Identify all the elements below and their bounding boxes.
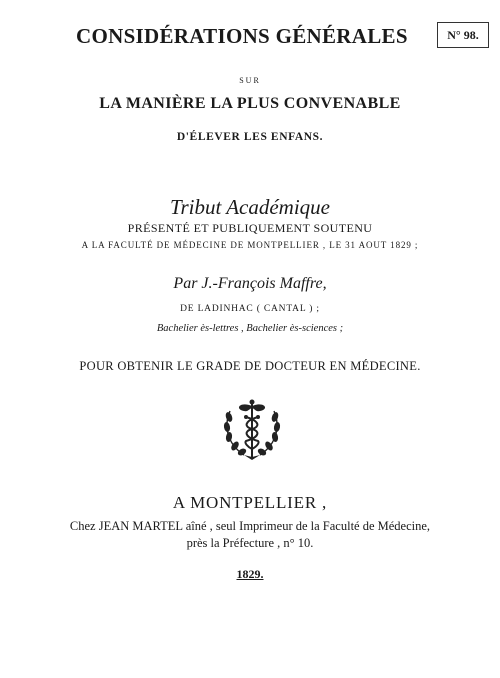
caduceus-wreath-icon [222,397,282,461]
faculty-date-line: A LA FACULTÉ DE MÉDECINE DE MONTPELLIER , LE 31 AOUT 1829 ; [81,240,419,250]
publication-year: 1829. [236,567,264,581]
tribut-heading: Tribut Académique [169,195,331,219]
purpose-line: POUR OBTENIR LE GRADE DE DOCTEUR EN MÉDECINE. [79,359,421,373]
origin-line: DE LADINHAC ( CANTAL ) ; [180,304,320,314]
city-line: A MONTPELLIER , [172,493,328,512]
author-line: Par J.-François Maffre, [173,275,327,292]
degrees-line: Bachelier ès-lettres , Bachelier ès-sciences ; [156,323,344,334]
sur-label: SUR [239,76,261,85]
subtitle-line-1: LA MANIÈRE LA PLUS CONVENABLE [99,95,401,112]
thesis-number: N° 98. [437,22,489,48]
printer-line-1: Chez JEAN MARTEL aîné , seul Imprimeur de la Faculté de Médecine, [69,519,431,533]
printer-line-2: près la Préfecture , n° 10. [186,536,314,550]
page-title: CONSIDÉRATIONS GÉNÉRALES [76,24,408,48]
presente-line: PRÉSENTÉ ET PUBLIQUEMENT SOUTENU [127,221,373,235]
subtitle-line-2: D'ÉLEVER LES ENFANS. [176,131,324,143]
